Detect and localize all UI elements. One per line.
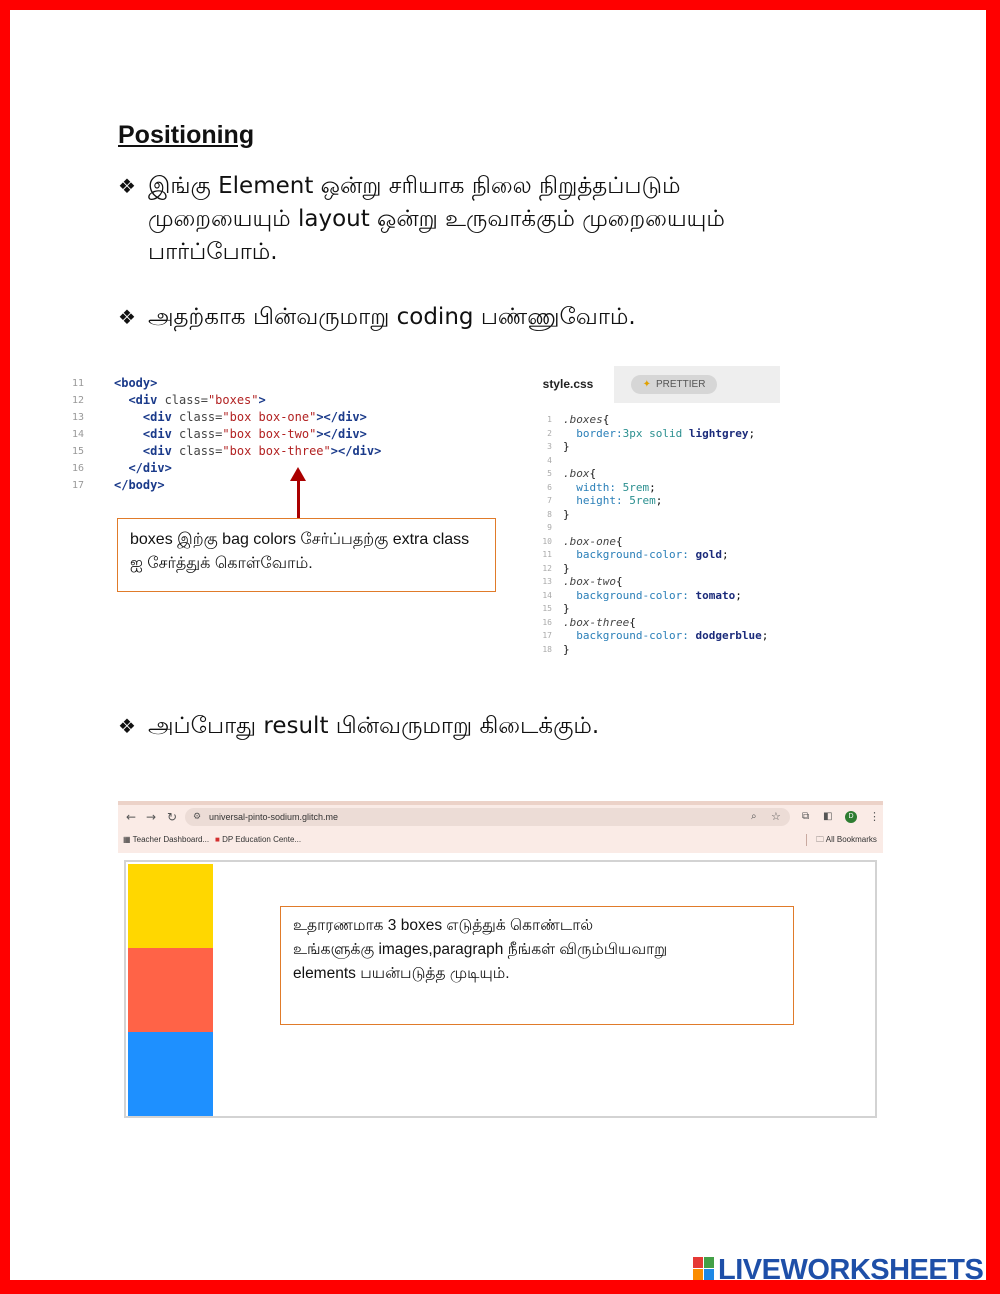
address-url: universal-pinto-sodium.glitch.me — [209, 812, 339, 822]
bullet-intro — [118, 170, 883, 270]
html-code-snippet: 11 <body> 12 <div class="boxes"> 13 <div class="box box-one"></div> 14 <div class="box box-two"></div> 15 <div class="box box-three"></div> 16 </div> 17 </body> — [71, 376, 382, 492]
bullet-result-text: அப்போது result பின்வருமாறு கிடைக்கும். — [148, 713, 600, 739]
folder-icon: 🗀 — [816, 835, 824, 844]
diamond-bullet-icon: ❖ — [118, 305, 136, 329]
menu-icon[interactable]: ⋮ — [869, 810, 880, 823]
tab-style-css[interactable]: style.css — [522, 366, 614, 403]
extensions-icon[interactable]: ⧉ — [802, 811, 810, 822]
result-note-callout — [280, 906, 794, 1025]
liveworksheets-logo: LIVEWORKSHEETS — [718, 1254, 984, 1286]
reload-icon[interactable]: ↻ — [167, 810, 178, 824]
prettier-button[interactable] — [631, 375, 717, 394]
result-note-line-3: elements பயன்படுத்த முடியும். — [293, 965, 510, 982]
sidepanel-icon[interactable]: ◧ — [823, 811, 833, 822]
back-icon[interactable]: ← — [126, 810, 137, 824]
bullet-coding — [118, 301, 883, 335]
star-icon[interactable]: ☆ — [771, 810, 781, 823]
arrow-line — [297, 480, 300, 519]
bookmark-teacher-dashboard[interactable]: ▦ Teacher Dashboard... — [123, 835, 210, 844]
diamond-bullet-icon: ❖ — [118, 714, 136, 738]
box-two — [128, 948, 213, 1032]
site-settings-icon[interactable]: ⚙ — [193, 812, 202, 822]
browser-toolbar — [118, 801, 883, 853]
all-bookmarks[interactable]: 🗀 All Bookmarks — [816, 835, 877, 844]
bullet-intro-line-2: முறையையும் layout ஒன்று உருவாக்கும் முறையையும் — [148, 206, 725, 232]
bullet-coding-text: அதற்காக பின்வருமாறு coding பண்ணுவோம். — [148, 304, 636, 330]
profile-avatar[interactable]: D — [845, 811, 857, 823]
html-note-text: boxes இற்கு bag colors சேர்ப்பதற்கு extra class ஐ சேர்த்துக் கொள்வோம். — [130, 531, 470, 572]
forward-icon[interactable]: → — [146, 810, 157, 824]
editor-tab-bar — [522, 366, 780, 403]
sparkle-icon: ✦ — [642, 379, 651, 390]
bullet-intro-line-3: பார்ப்போம். — [148, 239, 278, 265]
diamond-bullet-icon: ❖ — [118, 174, 136, 198]
css-code-snippet: 1 .boxes{ 2 border:3px solid lightgrey; 3 } 4 5 .box{ 6 width: 5rem; 7 height: 5rem; 8 } 9 10 .box-one{ 11 background-color: gold; 12 } 13 .box-two{ 14 background-color: tomato; 15 } 16 .box-three{ 17 background-color: dodgerblue; 18 } — [542, 413, 769, 656]
grid-icon: ▦ — [123, 835, 131, 844]
arrow-up-icon — [290, 467, 306, 481]
bullet-result — [118, 710, 883, 744]
liveworksheets-mark-icon — [693, 1257, 715, 1281]
dp-logo-icon: ■ — [215, 835, 220, 844]
address-bar[interactable] — [185, 808, 790, 826]
page-title: Positioning — [118, 121, 255, 149]
bullet-intro-line-1: இங்கு Element ஒன்று சரியாக நிலை நிறுத்தப்படும் — [148, 173, 681, 199]
bookmark-dp-education[interactable]: ■ DP Education Cente... — [215, 835, 302, 844]
box-one — [128, 864, 213, 948]
prettier-label: PRETTIER — [655, 379, 706, 390]
result-note-line-2: உங்களுக்கு images,paragraph நீங்கள் விரும்பியவாறு — [293, 941, 668, 958]
box-three — [128, 1032, 213, 1116]
html-note-callout — [117, 518, 496, 592]
css-editor-panel — [522, 366, 782, 660]
result-note-line-1: உதாரணமாக 3 boxes எடுத்துக் கொண்டால் — [293, 917, 594, 934]
zoom-icon[interactable]: ⌕ — [751, 811, 757, 822]
